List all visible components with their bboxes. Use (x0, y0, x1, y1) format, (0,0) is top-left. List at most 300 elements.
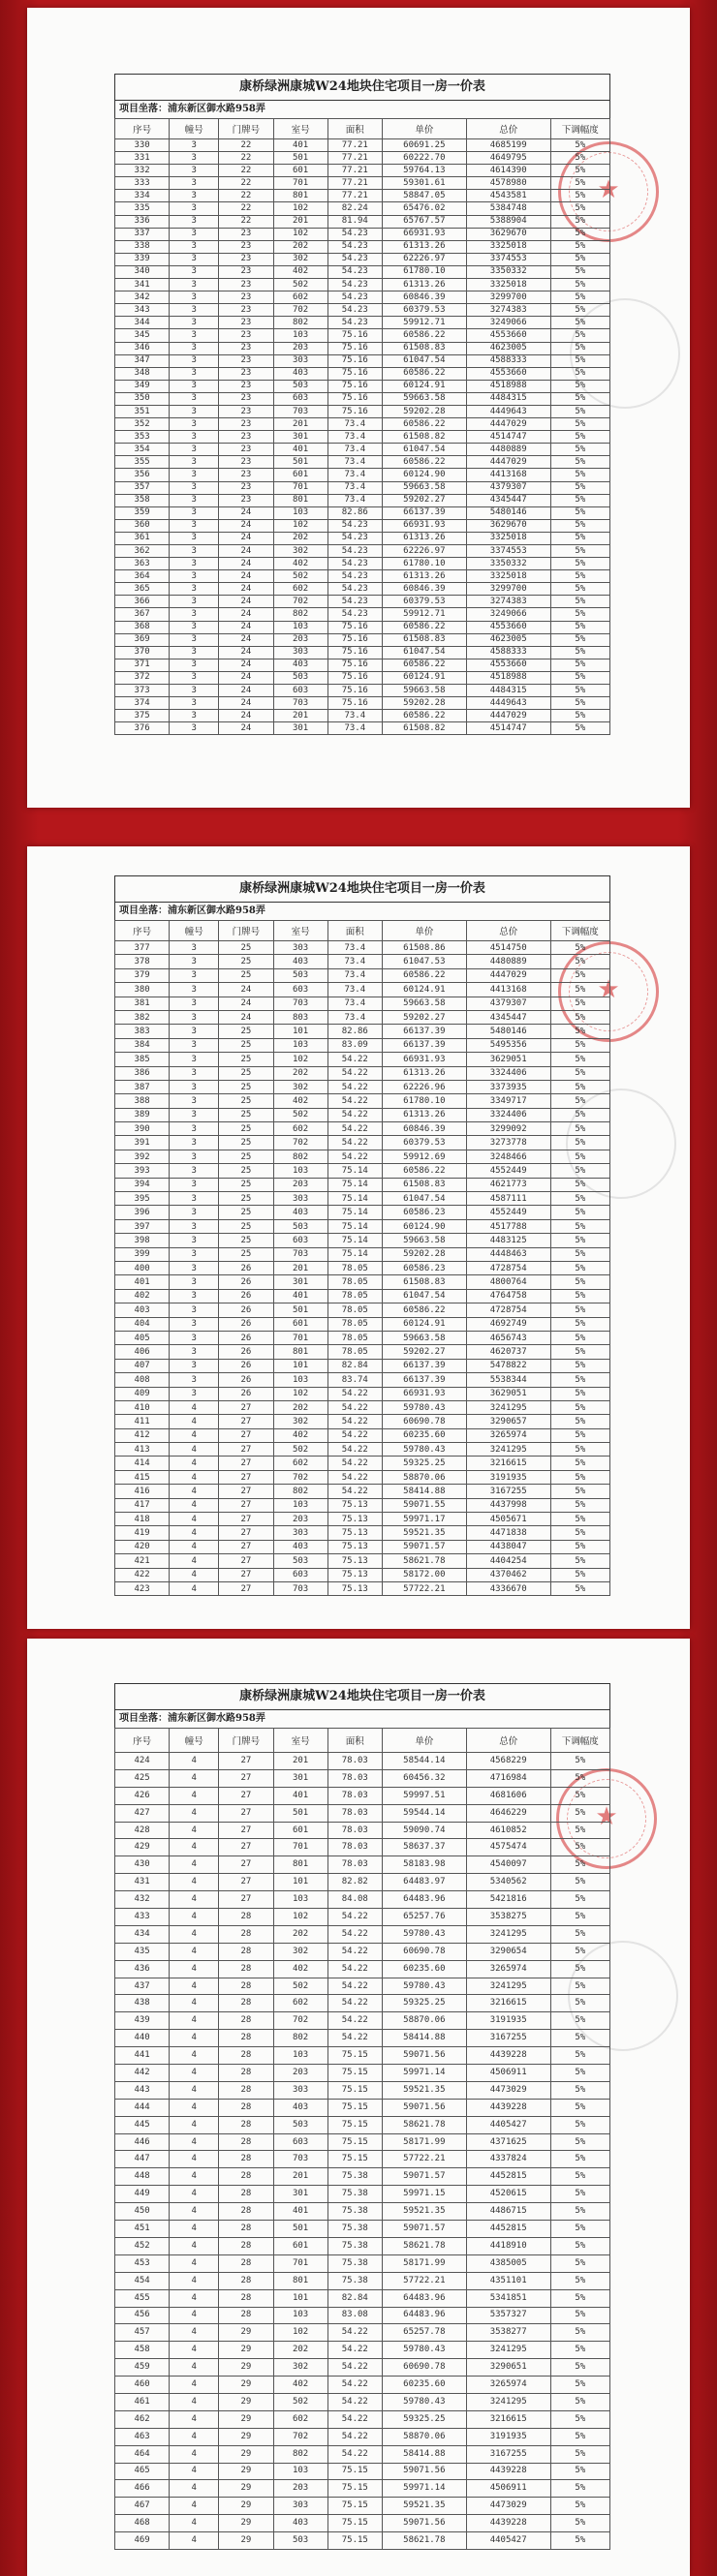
table-cell: 25 (219, 1234, 273, 1247)
table-cell: 5340562 (466, 1874, 550, 1891)
table-cell: 58171.99 (382, 2133, 466, 2151)
table-row (115, 1513, 610, 1526)
table-cell: 5% (550, 279, 609, 291)
table-cell: 3 (170, 291, 219, 304)
table-cell: 3350332 (466, 558, 550, 570)
table-cell: 603 (273, 983, 327, 997)
table-cell: 54.23 (327, 583, 382, 596)
table-cell: 5% (550, 1995, 609, 2012)
table-cell: 59780.43 (382, 1925, 466, 1943)
table-cell: 28 (219, 2221, 273, 2238)
table-cell: 54.22 (327, 1400, 382, 1414)
table-cell: 54.22 (327, 1978, 382, 1995)
table-cell: 4439228 (466, 2515, 550, 2532)
table-cell: 3 (170, 968, 219, 982)
table-cell: 54.22 (327, 1053, 382, 1066)
table-cell: 459 (115, 2359, 170, 2377)
table-cell: 59544.14 (382, 1804, 466, 1822)
table-cell: 82.86 (327, 506, 382, 519)
table-cell: 5% (550, 1331, 609, 1344)
table-cell: 353 (115, 431, 170, 444)
table-cell: 3 (170, 342, 219, 354)
table-cell: 398 (115, 1234, 170, 1247)
table-cell: 59202.28 (382, 697, 466, 710)
table-cell: 4 (170, 2359, 219, 2377)
table-cell: 26 (219, 1261, 273, 1274)
table-cell: 27 (219, 1485, 273, 1498)
table-cell: 3265974 (466, 1960, 550, 1978)
table-row (115, 329, 610, 342)
table-cell: 58414.88 (382, 1485, 466, 1498)
table-cell: 3 (170, 444, 219, 456)
document-title: 康桥绿洲康城W24地块住宅项目一房一价表 (114, 1683, 610, 1709)
table-cell: 4449643 (466, 697, 550, 710)
table-cell: 4 (170, 1443, 219, 1457)
table-cell: 58847.05 (382, 190, 466, 202)
table-cell: 5% (550, 405, 609, 417)
table-cell: 102 (273, 1909, 327, 1926)
table-cell: 26 (219, 1303, 273, 1317)
table-cell: 60124.91 (382, 380, 466, 392)
table-cell: 702 (273, 2012, 327, 2030)
table-cell: 28 (219, 1925, 273, 1943)
table-cell: 703 (273, 2151, 327, 2168)
table-cell: 3 (170, 1331, 219, 1344)
table-cell: 3241295 (466, 2342, 550, 2359)
table-cell: 302 (273, 1943, 327, 1960)
table-row (115, 1038, 610, 1052)
table-cell: 4484315 (466, 685, 550, 697)
table-cell: 403 (273, 2099, 327, 2116)
table-cell: 420 (115, 1540, 170, 1553)
price-document (114, 1683, 610, 2550)
table-cell: 54.23 (327, 228, 382, 240)
table-cell: 75.16 (327, 405, 382, 417)
table-cell: 5% (550, 1470, 609, 1484)
table-cell: 3216615 (466, 1995, 550, 2012)
table-cell: 4 (170, 1554, 219, 1568)
table-cell: 60586.22 (382, 621, 466, 633)
table-cell: 75.16 (327, 697, 382, 710)
table-cell: 801 (273, 1856, 327, 1874)
table-cell: 54.23 (327, 519, 382, 532)
table-cell: 77.21 (327, 190, 382, 202)
table-cell: 400 (115, 1261, 170, 1274)
table-cell: 4649795 (466, 152, 550, 165)
table-cell: 62226.97 (382, 253, 466, 265)
table-row (115, 646, 610, 659)
table-cell: 60846.39 (382, 583, 466, 596)
table-cell: 5% (550, 392, 609, 405)
table-cell: 336 (115, 215, 170, 228)
table-cell: 464 (115, 2445, 170, 2463)
table-cell: 702 (273, 596, 327, 608)
table-cell: 4505671 (466, 1513, 550, 1526)
table-cell: 4 (170, 2445, 219, 2463)
table-cell: 338 (115, 240, 170, 253)
table-row (115, 545, 610, 558)
table-cell: 3 (170, 494, 219, 506)
column-header: 面积 (327, 921, 382, 941)
table-cell: 29 (219, 2445, 273, 2463)
table-cell: 58621.78 (382, 2237, 466, 2254)
table-cell: 101 (273, 2289, 327, 2307)
table-row (115, 190, 610, 202)
table-cell: 5% (550, 1485, 609, 1498)
table-cell: 75.15 (327, 2463, 382, 2480)
table-cell: 3 (170, 983, 219, 997)
table-cell: 61313.26 (382, 240, 466, 253)
table-cell: 28 (219, 2237, 273, 2254)
table-cell: 3167255 (466, 2030, 550, 2047)
table-cell: 54.22 (327, 2445, 382, 2463)
table-row (115, 1540, 610, 1553)
table-cell: 5% (550, 1387, 609, 1400)
table-cell: 301 (273, 1275, 327, 1289)
table-cell: 27 (219, 1787, 273, 1804)
table-cell: 5% (550, 2410, 609, 2428)
table-cell: 4337824 (466, 2151, 550, 2168)
column-header: 门牌号 (219, 1729, 273, 1753)
official-seal-stamp: ★ (556, 1768, 657, 1869)
table-cell: 396 (115, 1206, 170, 1219)
table-row (115, 405, 610, 417)
table-cell: 54.22 (327, 1136, 382, 1150)
table-cell: 4 (170, 2203, 219, 2221)
table-cell: 54.23 (327, 608, 382, 621)
table-row (115, 228, 610, 240)
table-cell: 66137.39 (382, 506, 466, 519)
table-cell: 61508.83 (382, 342, 466, 354)
table-cell: 59780.43 (382, 1978, 466, 1995)
table-row (115, 1568, 610, 1581)
table-cell: 460 (115, 2377, 170, 2394)
table-cell: 5% (550, 1568, 609, 1581)
table-cell: 602 (273, 1122, 327, 1136)
table-cell: 75.16 (327, 633, 382, 646)
table-cell: 428 (115, 1822, 170, 1839)
table-cell: 5% (550, 304, 609, 317)
table-cell: 75.15 (327, 2116, 382, 2133)
table-cell: 5% (550, 1526, 609, 1540)
table-cell: 25 (219, 1122, 273, 1136)
table-cell: 60846.39 (382, 291, 466, 304)
table-cell: 73.4 (327, 469, 382, 481)
table-cell: 75.15 (327, 2498, 382, 2515)
table-cell: 26 (219, 1373, 273, 1387)
table-cell: 403 (273, 955, 327, 968)
table-row (115, 456, 610, 469)
table-cell: 61313.26 (382, 1108, 466, 1121)
price-table (114, 118, 610, 735)
column-header: 室号 (273, 1729, 327, 1753)
table-cell: 3 (170, 481, 219, 494)
table-cell: 340 (115, 265, 170, 278)
table-cell: 501 (273, 1804, 327, 1822)
table-cell: 54.23 (327, 532, 382, 544)
table-cell: 450 (115, 2203, 170, 2221)
table-cell: 75.14 (327, 1164, 382, 1178)
table-cell: 26 (219, 1275, 273, 1289)
table-cell: 60586.22 (382, 456, 466, 469)
column-header: 幢号 (170, 1729, 219, 1753)
table-cell: 4 (170, 1804, 219, 1822)
table-cell: 59090.74 (382, 1822, 466, 1839)
table-cell: 502 (273, 1443, 327, 1457)
table-cell: 4 (170, 1457, 219, 1470)
table-cell: 5% (550, 2151, 609, 2168)
table-cell: 5% (550, 1303, 609, 1317)
table-cell: 23 (219, 291, 273, 304)
table-cell: 4483125 (466, 1234, 550, 1247)
table-cell: 77.21 (327, 152, 382, 165)
table-cell: 802 (273, 1485, 327, 1498)
table-cell: 5% (550, 1428, 609, 1442)
table-cell: 4 (170, 2377, 219, 2394)
table-row (115, 418, 610, 431)
table-cell: 54.22 (327, 2012, 382, 2030)
table-cell: 27 (219, 1839, 273, 1856)
table-cell: 4540097 (466, 1856, 550, 1874)
table-row (115, 304, 610, 317)
table-cell: 3 (170, 418, 219, 431)
table-cell: 4345447 (466, 1010, 550, 1024)
table-cell: 58870.06 (382, 2012, 466, 2030)
table-cell: 5495356 (466, 1038, 550, 1052)
table-cell: 4418910 (466, 2237, 550, 2254)
table-cell: 3 (170, 997, 219, 1010)
table-row (115, 1554, 610, 1568)
table-cell: 404 (115, 1317, 170, 1331)
table-cell: 29 (219, 2532, 273, 2550)
table-cell: 24 (219, 710, 273, 722)
table-cell: 28 (219, 1960, 273, 1978)
table-cell: 54.23 (327, 240, 382, 253)
table-cell: 5% (550, 1554, 609, 1568)
table-cell: 444 (115, 2099, 170, 2116)
table-cell: 73.4 (327, 1010, 382, 1024)
table-cell: 360 (115, 519, 170, 532)
table-cell: 3324406 (466, 1108, 550, 1121)
table-cell: 5% (550, 444, 609, 456)
table-row (115, 2410, 610, 2428)
table-cell: 5% (550, 2030, 609, 2047)
table-cell: 3 (170, 253, 219, 265)
table-row (115, 2480, 610, 2498)
table-cell: 443 (115, 2081, 170, 2099)
table-cell: 4437998 (466, 1498, 550, 1512)
table-cell: 24 (219, 596, 273, 608)
table-cell: 27 (219, 1498, 273, 1512)
table-cell: 3 (170, 1317, 219, 1331)
table-row (115, 1108, 610, 1121)
table-cell: 4514750 (466, 941, 550, 955)
table-row (115, 1415, 610, 1428)
table-cell: 4473029 (466, 2081, 550, 2099)
table-row (115, 697, 610, 710)
table-cell: 3349717 (466, 1094, 550, 1108)
table-cell: 73.4 (327, 481, 382, 494)
table-cell: 60586.22 (382, 659, 466, 671)
table-cell: 4473029 (466, 2498, 550, 2515)
table-cell: 703 (273, 1581, 327, 1595)
table-cell: 4 (170, 2515, 219, 2532)
table-cell: 59071.55 (382, 1498, 466, 1512)
table-cell: 334 (115, 190, 170, 202)
table-cell: 25 (219, 1080, 273, 1093)
table-cell: 5% (550, 1094, 609, 1108)
table-cell: 201 (273, 710, 327, 722)
table-cell: 3 (170, 596, 219, 608)
table-cell: 59912.69 (382, 1150, 466, 1163)
column-header: 幢号 (170, 119, 219, 139)
table-row (115, 2359, 610, 2377)
table-cell: 502 (273, 279, 327, 291)
table-cell: 23 (219, 444, 273, 456)
table-cell: 5% (550, 2532, 609, 2550)
table-cell: 58621.78 (382, 2116, 466, 2133)
table-cell: 4 (170, 1891, 219, 1909)
table-cell: 4 (170, 1769, 219, 1787)
table-cell: 4764758 (466, 1289, 550, 1303)
table-cell: 59997.51 (382, 1787, 466, 1804)
table-cell: 60222.70 (382, 152, 466, 165)
table-cell: 401 (273, 2203, 327, 2221)
table-cell: 4 (170, 2324, 219, 2342)
table-cell: 4 (170, 1960, 219, 1978)
table-cell: 3324406 (466, 1066, 550, 1080)
table-cell: 439 (115, 2012, 170, 2030)
table-cell: 301 (273, 722, 327, 735)
table-cell: 3325018 (466, 240, 550, 253)
column-header: 面积 (327, 1729, 382, 1753)
table-row (115, 1080, 610, 1093)
table-cell: 5384748 (466, 202, 550, 215)
table-cell: 352 (115, 418, 170, 431)
table-cell: 103 (273, 1038, 327, 1052)
table-cell: 61313.26 (382, 570, 466, 583)
table-cell: 388 (115, 1094, 170, 1108)
table-cell: 4621773 (466, 1178, 550, 1191)
table-cell: 802 (273, 608, 327, 621)
table-cell: 4 (170, 2168, 219, 2186)
table-cell: 4553660 (466, 659, 550, 671)
table-cell: 60586.22 (382, 418, 466, 431)
table-cell: 410 (115, 1400, 170, 1414)
table-cell: 59325.25 (382, 2410, 466, 2428)
table-cell: 5% (550, 1178, 609, 1191)
table-cell: 413 (115, 1443, 170, 1457)
table-cell: 54.22 (327, 1470, 382, 1484)
table-cell: 5% (550, 633, 609, 646)
table-cell: 303 (273, 1192, 327, 1206)
table-cell: 370 (115, 646, 170, 659)
table-cell: 5% (550, 2168, 609, 2186)
table-cell: 59663.58 (382, 1331, 466, 1344)
table-row (115, 659, 610, 671)
table-cell: 28 (219, 2203, 273, 2221)
table-cell: 5480146 (466, 1025, 550, 1038)
table-cell: 5% (550, 2359, 609, 2377)
table-cell: 59663.58 (382, 997, 466, 1010)
table-cell: 382 (115, 1010, 170, 1024)
table-cell: 25 (219, 955, 273, 968)
table-cell: 5% (550, 469, 609, 481)
table-cell: 346 (115, 342, 170, 354)
table-cell: 73.4 (327, 983, 382, 997)
table-cell: 4379307 (466, 997, 550, 1010)
table-row (115, 392, 610, 405)
table-cell: 501 (273, 2221, 327, 2238)
column-header: 序号 (115, 921, 170, 941)
table-cell: 3 (170, 1261, 219, 1274)
table-cell: 5% (550, 1443, 609, 1457)
table-cell: 4439228 (466, 2047, 550, 2065)
table-cell: 802 (273, 1150, 327, 1163)
table-cell: 702 (273, 2428, 327, 2445)
table-cell: 4 (170, 1753, 219, 1770)
table-cell: 5% (550, 2065, 609, 2082)
table-cell: 60691.25 (382, 139, 466, 152)
table-cell: 4728754 (466, 1303, 550, 1317)
table-cell: 5% (550, 190, 609, 202)
table-cell: 5% (550, 1192, 609, 1206)
table-cell: 3 (170, 545, 219, 558)
table-cell: 5% (550, 1317, 609, 1331)
table-cell: 60235.60 (382, 1428, 466, 1442)
table-cell: 3241295 (466, 2393, 550, 2410)
table-cell: 64483.96 (382, 2289, 466, 2307)
table-cell: 61047.54 (382, 646, 466, 659)
table-cell: 75.38 (327, 2186, 382, 2203)
table-cell: 28 (219, 2186, 273, 2203)
table-cell: 4 (170, 1943, 219, 1960)
table-cell: 5% (550, 1787, 609, 1804)
table-cell: 60124.91 (382, 671, 466, 684)
table-cell: 61508.82 (382, 431, 466, 444)
table-cell: 3 (170, 1025, 219, 1038)
table-cell: 3248466 (466, 1150, 550, 1163)
table-cell: 401 (273, 1289, 327, 1303)
table-cell: 3167255 (466, 1485, 550, 1498)
table-cell: 5% (550, 1804, 609, 1822)
table-cell: 702 (273, 1136, 327, 1150)
table-row (115, 1769, 610, 1787)
table-cell: 4 (170, 1513, 219, 1526)
table-cell: 5% (550, 685, 609, 697)
table-row (115, 2203, 610, 2221)
table-cell: 330 (115, 139, 170, 152)
table-cell: 463 (115, 2428, 170, 2445)
table-cell: 54.23 (327, 317, 382, 329)
table-row (115, 469, 610, 481)
table-cell: 29 (219, 2515, 273, 2532)
table-cell: 3265974 (466, 1428, 550, 1442)
table-cell: 5% (550, 2133, 609, 2151)
table-cell: 60690.78 (382, 1943, 466, 1960)
table-cell: 701 (273, 2254, 327, 2272)
table-cell: 25 (219, 1206, 273, 1219)
table-cell: 4447029 (466, 968, 550, 982)
table-cell: 434 (115, 1925, 170, 1943)
table-cell: 4517788 (466, 1219, 550, 1233)
table-cell: 3290654 (466, 1943, 550, 1960)
table-row (115, 968, 610, 982)
table-cell: 3 (170, 1247, 219, 1261)
table-cell: 4480889 (466, 444, 550, 456)
table-cell: 5% (550, 1234, 609, 1247)
table-cell: 61313.26 (382, 279, 466, 291)
